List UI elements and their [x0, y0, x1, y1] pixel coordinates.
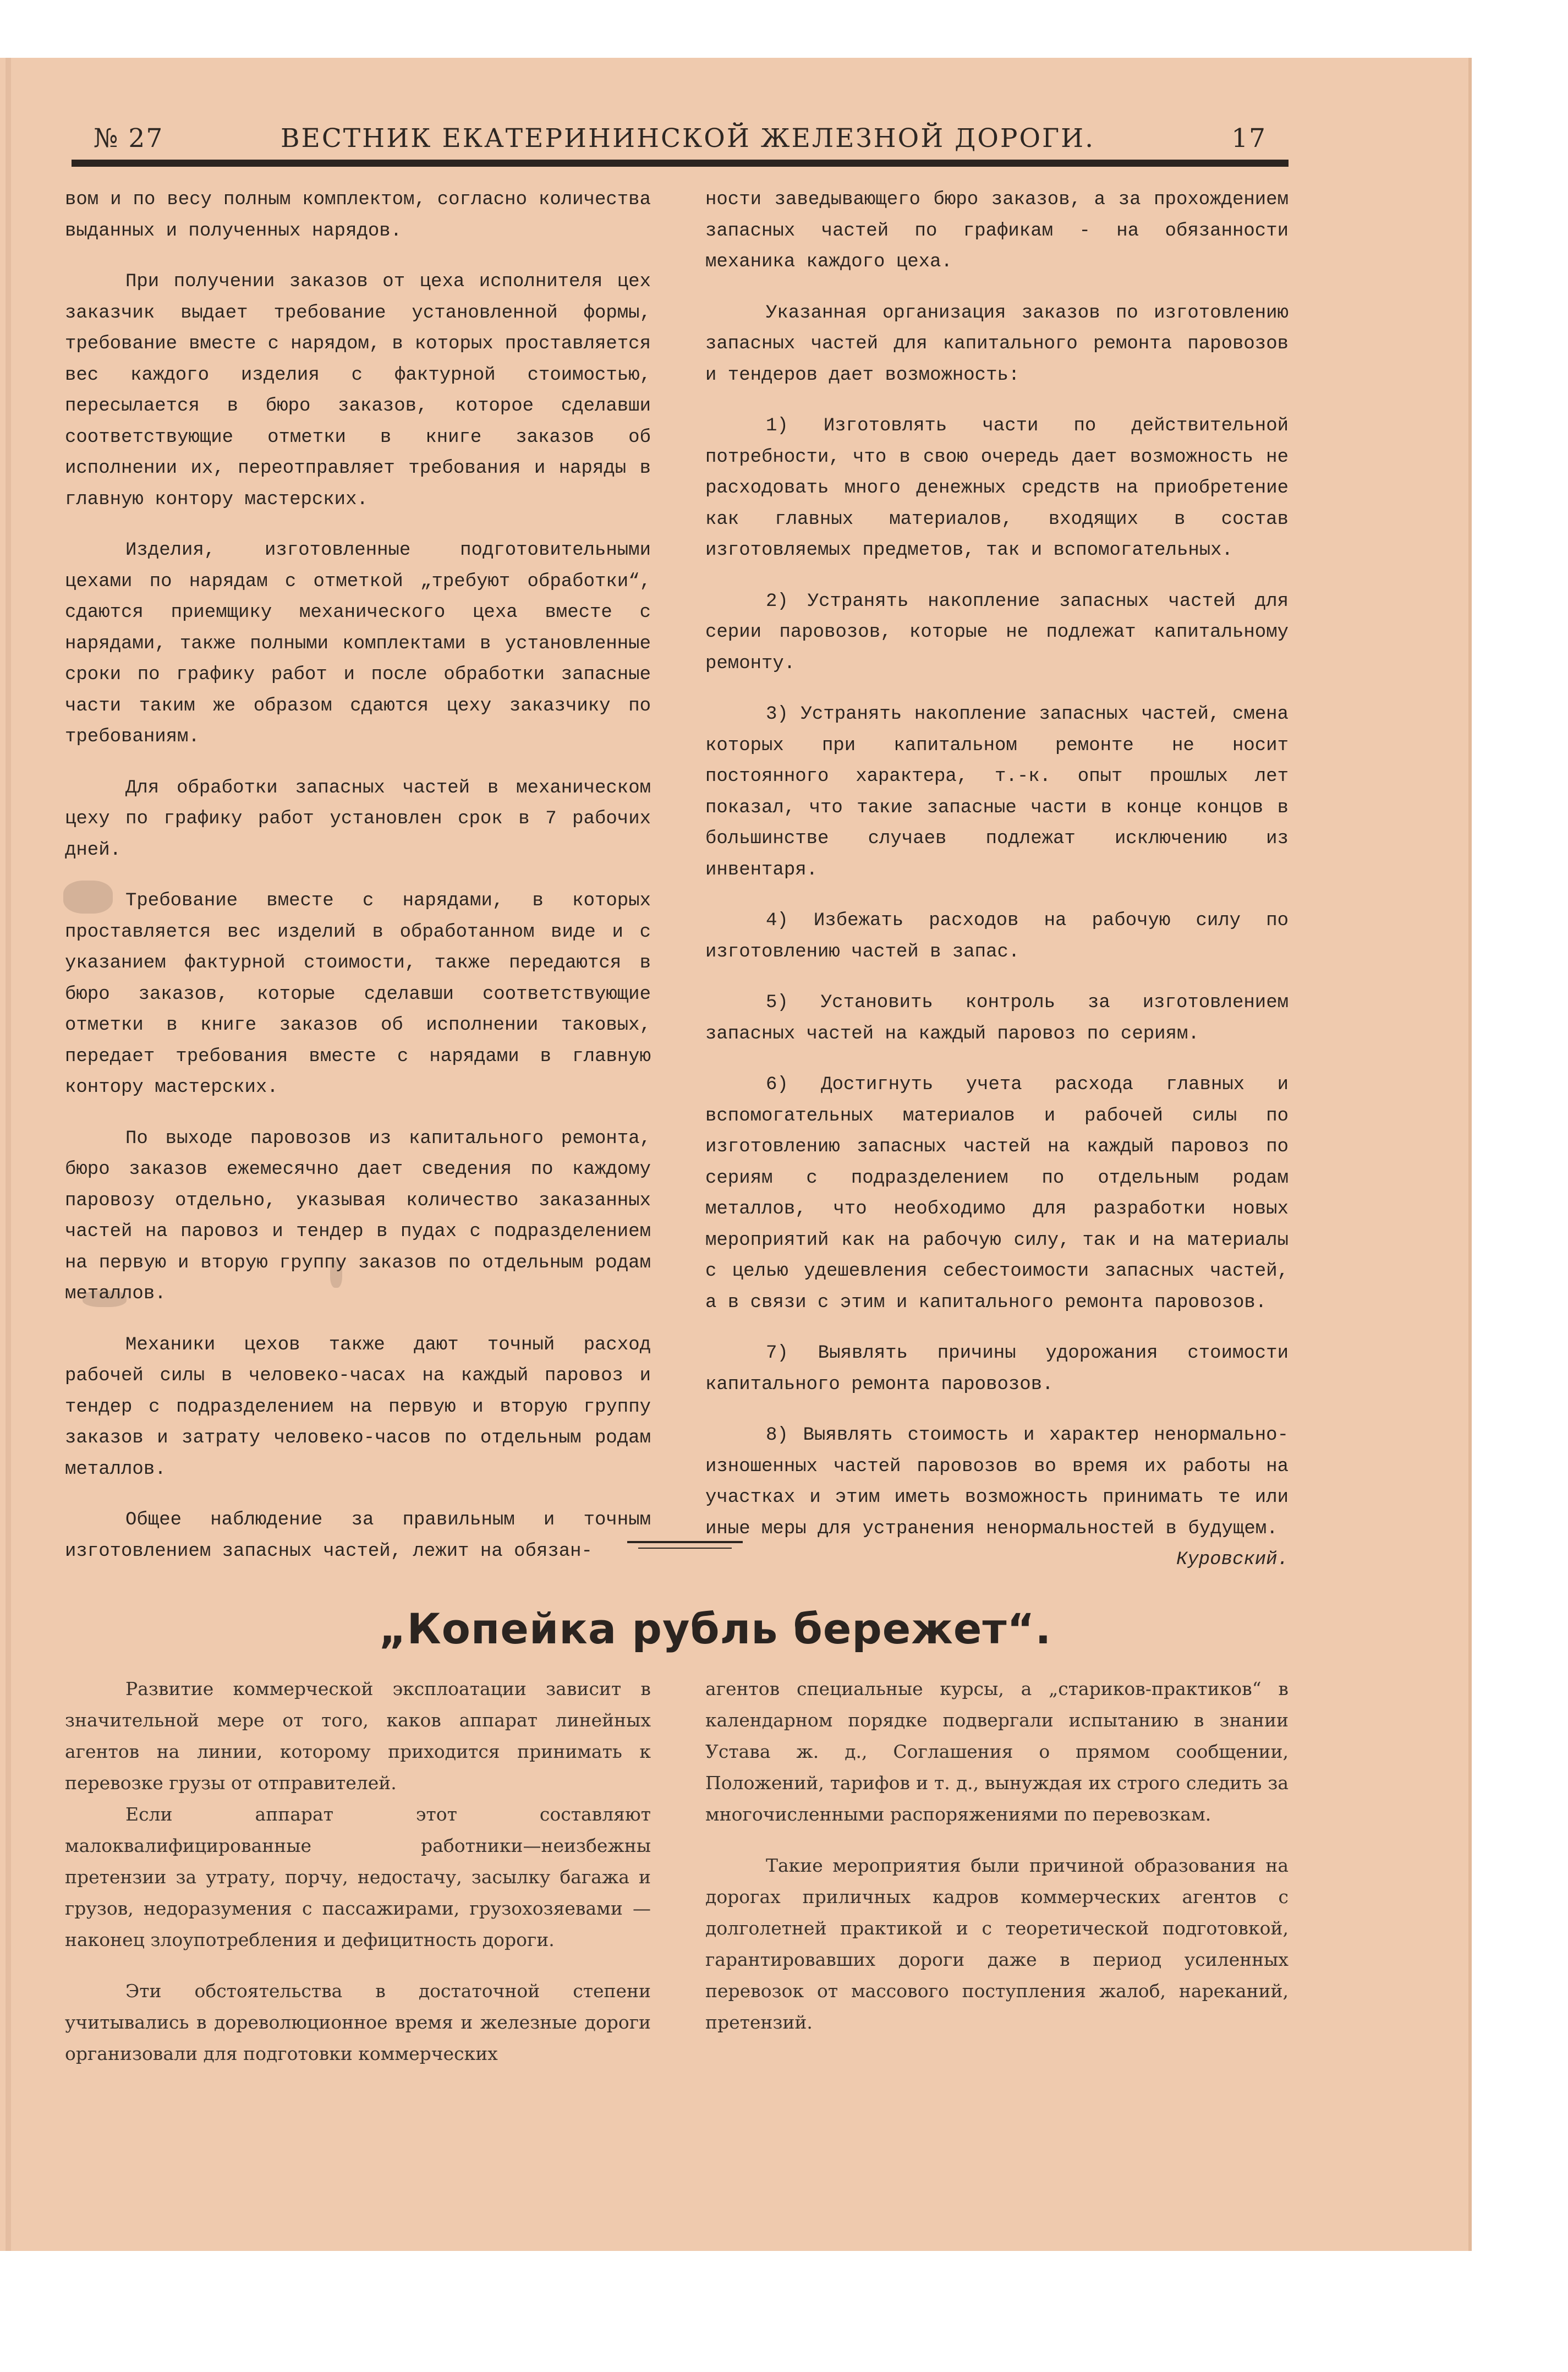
paragraph: При получении заказов от цеха исполнителя цех заказчик выдает требование установленной формы, требование вместе с нарядом, в которых проставляется вес каждого изделия с фактурной стоимостью, пересылается в бюро заказов, которое сделавши соответствующие отметки в книге заказов об исполнении их, переотправляет требования и наряды в главную контору мастерских.: [65, 271, 651, 510]
header-rule: [72, 160, 1289, 167]
paragraph: Развитие коммерческой эксплоатации зависит в значительной мере от того, каков аппарат линейных агентов на линии, которому приходится принимать к перевозке грузы от отправителей.: [65, 1678, 651, 1794]
running-header: [72, 116, 1289, 165]
article1-right-column: [705, 184, 1289, 1576]
list-item: 4) Избежать расходов на рабочую силу по изготовлению частей в запас.: [705, 910, 1289, 963]
paragraph: Эти обстоятельства в достаточной степени учитывались в дореволюционное время и железные дороги организовали для подготовки коммерческих: [65, 1980, 651, 2064]
section-divider: [627, 1541, 743, 1543]
list-item: 1) Изготовлять части по действительной потребности, что в свою очередь дает возможность не расходовать много денежных средств на приобретение как главных материалов, входящих в состав изготовляемых предметов, так и вспомогательных.: [705, 416, 1289, 561]
list-item-text: 8) Выявлять стоимость и характер ненормально-изношенных частей паровозов во время их работы на участках и этим иметь возможность принимать те или иные меры для устранения ненормальностей в будущем.: [705, 1425, 1289, 1539]
paragraph: Требование вместе с нарядами, в которых проставляется вес изделий в обработанном виде и с указанием фактурной стоимости, также передаются в бюро заказов, которые сделавши соответствующие отметки в книге заказов об исполнении таковых, передает требования вместе с нарядами в главную контору мастерских.: [65, 890, 651, 1098]
paragraph: вом и по весу полным комплектом, согласно количества выданных и полученных нарядов.: [65, 189, 651, 242]
issue-number: № 27: [94, 123, 164, 154]
list-item: 6) Достигнуть учета расхода главных и вспомогательных материалов и рабочей силы по изготовлению запасных частей на каждый паровоз по сериям с подразделением по отдельным родам металлов, что необходимо для разработки новых мероприятий как на рабочую силу, так и на материалы с целью удешевления себестоимости запасных частей, а в связи с этим и капитального ремонта паровозов.: [705, 1074, 1289, 1313]
paragraph: По выходе паровозов из капитального ремонта, бюро заказов ежемесячно дает сведения по каждому паровозу отдельно, указывая количество заказанных частей на паровоз и тендер в пудах с подразделением на первую и вторую группу заказов по отдельным родам металлов.: [65, 1128, 651, 1304]
article2-left-column: [65, 1673, 651, 2069]
journal-title: ВЕСТНИК ЕКАТЕРИНИНСКОЙ ЖЕЛЕЗНОЙ ДОРОГИ.: [281, 123, 1095, 154]
paragraph: Механики цехов также дают точный расход рабочей силы в человеко-часах на каждый паровоз и тендер с подразделением на первую и вторую группу заказов и затрату человеко-часов по отдельным родам металлов.: [65, 1334, 651, 1480]
paragraph: Такие мероприятия были причиной образования на дорогах приличных кадров коммерческих агентов с долголетней практикой и с теоретической подготовкой, гарантировавших дороги даже в период усиленных перевозок от массового поступления жалоб, нареканий, претензий.: [705, 1855, 1289, 2033]
page-number: 17: [1231, 123, 1267, 154]
paragraph: Если аппарат этот составляют малоквалифицированные работники—неизбежны претензии за утрату, порчу, недостачу, засылку багажа и грузов, недоразумения с пассажирами, грузохозяевами — наконец злоупотребления и дефицитность дороги.: [65, 1803, 651, 1950]
article1-left-column: [65, 184, 651, 1567]
list-item: 3) Устранять накопление запасных частей, смена которых при капитальном ремонте не носит постоянного характера, т.-к. опыт прошлых лет показал, что такие запасные части в конце концов в большинстве случаев подлежат исключению из инвентаря.: [705, 704, 1289, 881]
list-item: 7) Выявлять причины удорожания стоимости капитального ремонта паровозов.: [705, 1343, 1289, 1395]
paragraph: агентов специальные курсы, а „стариков-практиков“ в календарном порядке подвергали испытанию в знании Устава ж. д., Соглашения о прямом сообщении, Положений, тарифов и т. д., вынуждая их строго следить за многочисленными распоряжениями по перевозкам.: [705, 1678, 1289, 1825]
section-divider: [638, 1548, 732, 1549]
page-edge-shade: [6, 58, 11, 2251]
paragraph: ности заведывающего бюро заказов, а за прохождением запасных частей по графикам - на обязанности механика каждого цеха.: [705, 189, 1289, 272]
list-item: [705, 1420, 1289, 1570]
article2-right-column: [705, 1673, 1289, 2038]
paragraph: Для обработки запасных частей в механическом цеху по графику работ установлен срок в 7 рабочих дней.: [65, 777, 651, 861]
author-signature: Куровский.: [1176, 1549, 1289, 1570]
paragraph: Общее наблюдение за правильным и точным изготовлением запасных частей, лежит на обязан-: [65, 1510, 651, 1562]
article2-title: „Копейка рубль бережет“.: [379, 1604, 1052, 1653]
list-item: 2) Устранять накопление запасных частей для серии паровозов, которые не подлежат капитальному ремонту.: [705, 591, 1289, 674]
paragraph: Изделия, изготовленные подготовительными цехами по нарядам с отметкой „требуют обработки“, сдаются приемщику механического цеха вместе с нарядами, также полными комплектами в установленные сроки по графику работ и после обработки запасные части таким же образом сдаются цеху заказчику по требованиям.: [65, 540, 651, 747]
list-item: 5) Установить контроль за изготовлением запасных частей на каждый паровоз по сериям.: [705, 992, 1289, 1045]
paragraph: Указанная организация заказов по изготовлению запасных частей для капитального ремонта паровозов и тендеров дает возможность:: [705, 302, 1289, 386]
